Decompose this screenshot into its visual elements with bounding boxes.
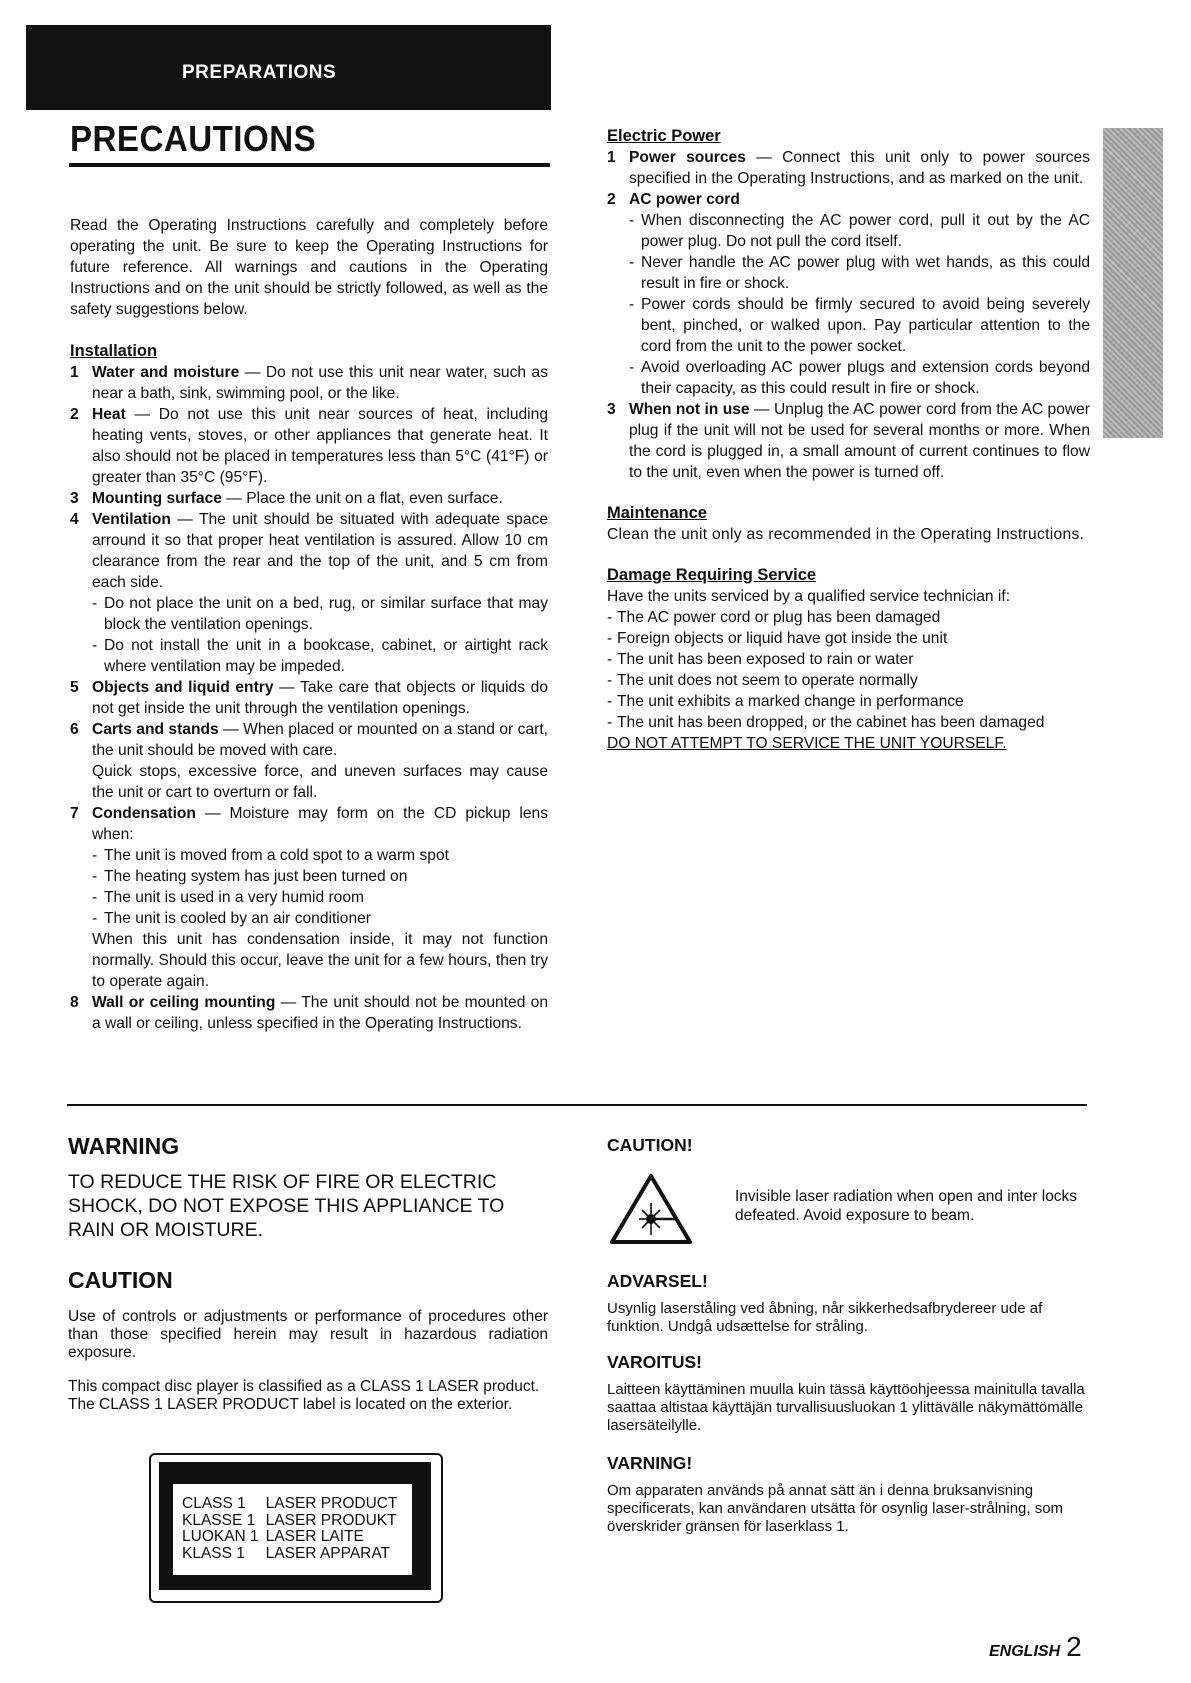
electric-item-number: 2	[607, 191, 616, 208]
warning-heading: WARNING	[68, 1133, 180, 1159]
installation-item-note: When this unit has condensation inside, it may not function normally. Should this occur, leave the unit for a few hours, then try to operate again.	[92, 931, 548, 990]
installation-item-title: Wall or ceiling mounting	[92, 994, 276, 1011]
electric-item-title: When not in use	[629, 401, 750, 418]
installation-item-number: 7	[70, 805, 79, 822]
electric-list	[607, 147, 1090, 483]
caution-heading: CAUTION	[68, 1267, 173, 1293]
installation-item-text: — Moisture may form on the CD pickup lens when:	[92, 805, 548, 843]
damage-item: - The unit does not seem to operate normally	[607, 670, 1090, 691]
installation-item	[70, 509, 548, 677]
laser-label-product: LASER LAITE	[265, 1528, 364, 1545]
damage-item: - The unit exhibits a marked change in performance	[607, 691, 1090, 712]
installation-item-note: Quick stops, excessive force, and uneven surfaces may cause the unit or cart to overturn or fall.	[92, 763, 548, 801]
installation-item-number: 6	[70, 721, 79, 738]
installation-item-text: — The unit should not be mounted on a wall or ceiling, unless specified in the Operating Instructions.	[92, 994, 548, 1032]
electric-sub-item: - Power cords should be firmly secured to avoid being severely bent, pinched, or walked upon. Pay particular attention to the cord from the unit to the power socket.	[629, 294, 1090, 357]
installation-item-number: 4	[70, 511, 79, 528]
installation-sub-item: - The heating system has just been turned on	[92, 866, 548, 887]
installation-item-title: Carts and stands	[92, 721, 219, 738]
installation-item	[70, 488, 548, 509]
installation-item-text: — Do not use this unit near water, such as near a bath, sink, swimming pool, or the like.	[92, 364, 548, 402]
intro-paragraph: Read the Operating Instructions carefully and completely before operating the unit. Be sure to keep the Operating Instructions for future reference. All warnings and cautions in the Operating Instructions and on the unit should be strictly followed, as well as the safety suggestions below.	[70, 217, 548, 318]
damage-item: - The AC power cord or plug has been damaged	[607, 607, 1090, 628]
installation-item-text: — Take care that objects or liquids do not get inside the unit through the ventilation openings.	[92, 679, 548, 717]
section-label: PREPARATIONS	[182, 62, 337, 83]
electric-item-text: — Connect this unit only to power sources specified in the Operating Instructions, and as marked on the unit.	[629, 149, 1090, 187]
damage-item: - The unit has been exposed to rain or water	[607, 649, 1090, 670]
installation-item-text: — When placed or mounted on a stand or cart, the unit should be moved with care.	[92, 721, 548, 759]
laser-cautions	[607, 1135, 1092, 1535]
electric-item	[607, 147, 1090, 189]
left-column	[70, 215, 548, 1034]
installation-item	[70, 992, 548, 1034]
varoitus-text: Laitteen käyttäminen muulla kuin tässä käyttöohjeessa mainitulla tavalla saattaa altistaa käyttäjän turvallisuusluokan 1 ylittävälle näkymättömälle lasersäteilylle.	[607, 1381, 1085, 1434]
installation-item-number: 3	[70, 490, 79, 507]
installation-item-text: — Do not use this unit near sources of heat, including heating vents, stoves, or other appliances that generate heat. It also should not be placed in temperatures less than 5°C (41°F) or greater than 35°C (95°F).	[92, 406, 548, 486]
page-title: PRECAUTIONS	[70, 118, 317, 159]
installation-item-title: Condensation	[92, 805, 196, 822]
installation-sub-item: - Do not install the unit in a bookcase, cabinet, or airtight rack where ventilation may be impeded.	[92, 635, 548, 677]
laser-label-row	[182, 1529, 404, 1546]
installation-item	[70, 803, 548, 992]
warning-block	[68, 1133, 548, 1242]
section-divider	[67, 1104, 1087, 1106]
laser-warning-icon	[609, 1173, 693, 1245]
electric-item-title: AC power cord	[629, 191, 740, 208]
laser-label-product: LASER PRODUKT	[265, 1511, 397, 1529]
installation-item-title: Heat	[92, 406, 126, 423]
installation-item-text: — The unit should be situated with adequate space arround it so that proper heat ventilation is assured. Allow 10 cm clearance from the rear and the top of the unit, and 5 cm from each side.	[92, 511, 548, 591]
damage-heading: Damage Requiring Service	[607, 566, 817, 584]
damage-final: DO NOT ATTEMPT TO SERVICE THE UNIT YOURSELF.	[607, 735, 1007, 752]
electric-item	[607, 189, 1090, 399]
laser-label-table	[182, 1496, 404, 1562]
electric-sub-item: - Avoid overloading AC power plugs and extension cords beyond their capacity, as this could result in fire or shock.	[629, 357, 1090, 399]
varning-text: Om apparaten används på annat sätt än i denna bruksanvisning specificerats, kan användaren utsätta för osynlig laser-strålning, som överskrider gränsen för laserklass 1.	[607, 1482, 1064, 1535]
installation-sub-item: - Do not place the unit on a bed, rug, or similar surface that may block the ventilation openings.	[92, 593, 548, 635]
varoitus-heading: VAROITUS!	[607, 1352, 702, 1372]
electric-item	[607, 399, 1090, 483]
footer-language: ENGLISH	[989, 1643, 1061, 1660]
page-footer	[989, 1631, 1082, 1663]
installation-item-number: 5	[70, 679, 79, 696]
laser-label-class: KLASS 1	[182, 1544, 245, 1562]
installation-item-number: 2	[70, 406, 79, 423]
maintenance-text: Clean the unit only as recommended in the Operating Instructions.	[607, 526, 1085, 543]
maintenance-heading: Maintenance	[607, 504, 707, 522]
installation-item-title: Mounting surface	[92, 490, 222, 507]
damage-item: - Foreign objects or liquid have got inside the unit	[607, 628, 1090, 649]
installation-item-title: Water and moisture	[92, 364, 240, 381]
caution-laser-text: Invisible laser radiation when open and inter locks defeated. Avoid exposure to beam.	[735, 1188, 1078, 1224]
electric-sub-item: - Never handle the AC power plug with wet hands, as this could result in fire or shock.	[629, 252, 1090, 294]
installation-item-title: Objects and liquid entry	[92, 679, 274, 696]
damage-list	[607, 607, 1090, 733]
caution-p2: This compact disc player is classified as a CLASS 1 LASER product.	[68, 1378, 540, 1395]
laser-label-row	[182, 1546, 404, 1563]
laser-label-product: LASER APPARAT	[265, 1544, 391, 1562]
caution-block	[68, 1267, 548, 1414]
installation-item	[70, 362, 548, 404]
electric-item-text: — Unplug the AC power cord from the AC power plug if the unit will not be used for several months or more. When the cord is plugged in, a small amount of current continues to flow to the unit, even when the power is turned off.	[629, 401, 1090, 481]
electric-item-number: 3	[607, 401, 616, 418]
electric-item-title: Power sources	[629, 149, 746, 166]
electric-sub-item: - When disconnecting the AC power cord, pull it out by the AC power plug. Do not pull the cord itself.	[629, 210, 1090, 252]
varning-heading: VARNING!	[607, 1453, 693, 1473]
damage-intro: Have the units serviced by a qualified service technician if:	[607, 588, 1011, 605]
advarsel-text: Usynlig laserståling ved åbning, når sikkerhedsafbrydereer ude af funktion. Undgå udsættelse for stråling.	[607, 1300, 1043, 1335]
side-tab-marker	[1103, 128, 1163, 438]
installation-item-title: Ventilation	[92, 511, 171, 528]
laser-label-row	[182, 1513, 404, 1530]
installation-item	[70, 404, 548, 488]
installation-item-text: — Place the unit on a flat, even surface.	[221, 490, 503, 507]
caution-p3: The CLASS 1 LASER PRODUCT label is located on the exterior.	[68, 1396, 513, 1413]
right-column	[607, 126, 1090, 754]
laser-label-row	[182, 1496, 404, 1513]
installation-item-number: 1	[70, 364, 79, 381]
page-number: 2	[1066, 1631, 1082, 1662]
advarsel-heading: ADVARSEL!	[607, 1271, 708, 1291]
warning-text: TO REDUCE THE RISK OF FIRE OR ELECTRIC SHOCK, DO NOT EXPOSE THIS APPLIANCE TO RAIN OR MOISTURE.	[68, 1171, 505, 1241]
installation-item	[70, 719, 548, 803]
installation-sub-item: - The unit is cooled by an air conditioner	[92, 908, 548, 929]
installation-heading: Installation	[70, 342, 158, 360]
installation-list	[70, 362, 548, 1034]
laser-label-class: LUOKAN 1	[182, 1528, 259, 1545]
damage-item: - The unit has been dropped, or the cabinet has been damaged	[607, 712, 1090, 733]
caution-p1: Use of controls or adjustments or performance of procedures other than those specified herein may result in hazardous radiation exposure.	[68, 1308, 548, 1361]
installation-sub-item: - The unit is moved from a cold spot to a warm spot	[92, 845, 548, 866]
electric-item-number: 1	[607, 149, 616, 166]
caution-laser-heading: CAUTION!	[607, 1135, 693, 1155]
installation-item-number: 8	[70, 994, 79, 1011]
installation-item	[70, 677, 548, 719]
laser-label-class: CLASS 1	[182, 1495, 246, 1512]
installation-sub-item: - The unit is used in a very humid room	[92, 887, 548, 908]
laser-label-product: LASER PRODUCT	[265, 1495, 398, 1512]
title-rule	[69, 163, 550, 167]
laser-label-class: KLASSE 1	[182, 1511, 256, 1529]
electric-power-heading: Electric Power	[607, 127, 721, 145]
section-banner	[26, 25, 551, 110]
